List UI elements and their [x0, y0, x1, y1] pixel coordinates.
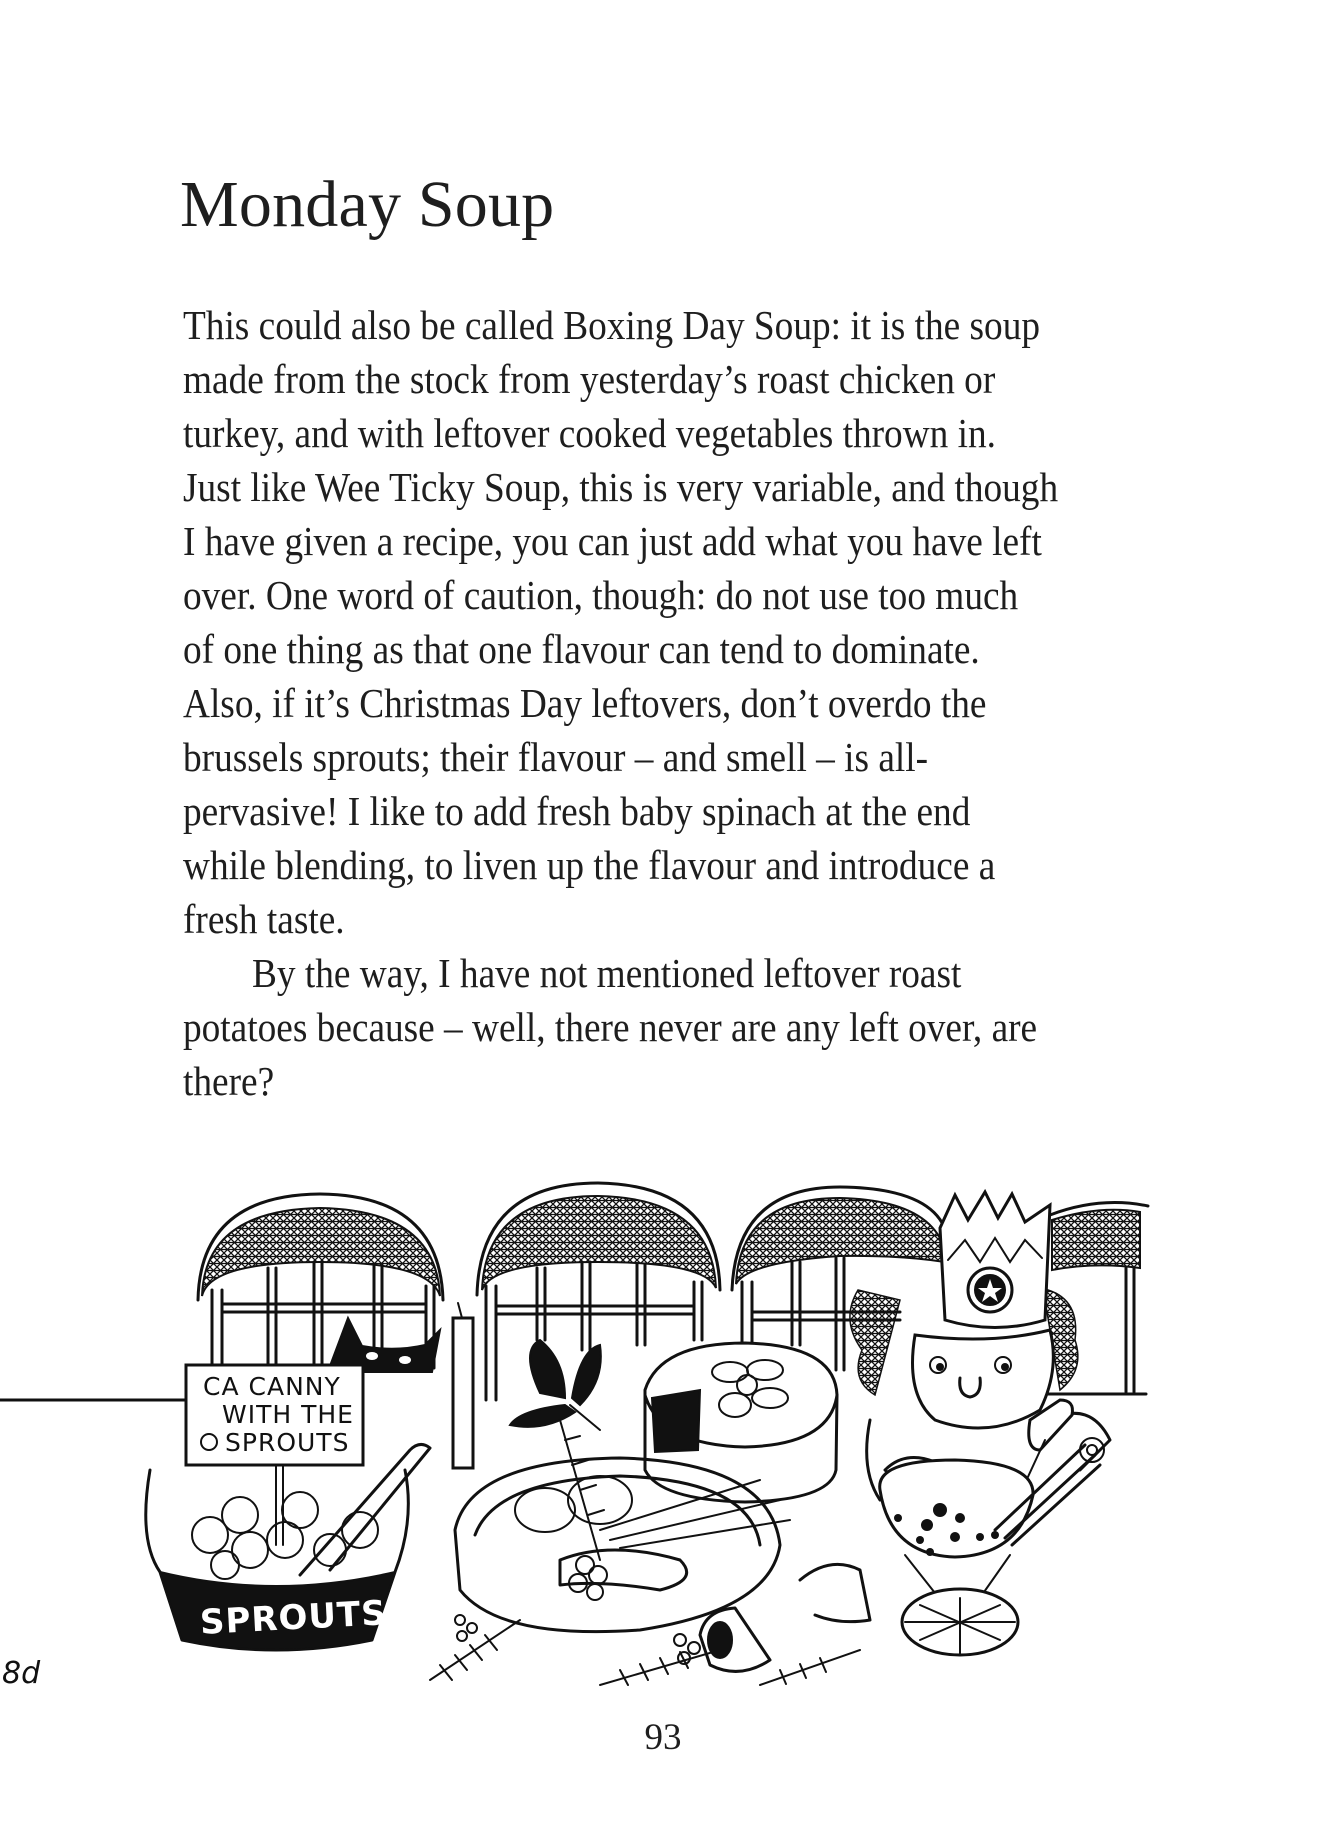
- body-line: brussels sprouts; their flavour – and smell – is all-: [183, 734, 929, 780]
- bowl-label: SPROUTS: [199, 1593, 388, 1643]
- window-left: [198, 1194, 443, 1368]
- body-line: I have given a recipe, you can just add what you have left: [183, 518, 1042, 564]
- body-line: pervasive! I like to add fresh baby spinach at the end: [183, 788, 971, 834]
- body-line: there?: [183, 1058, 275, 1104]
- vegetable-platter: [455, 1458, 790, 1632]
- body-line: Also, if it’s Christmas Day leftovers, don’t overdo the: [183, 680, 987, 726]
- cake: [645, 1343, 837, 1502]
- sign-line-1: CA CANNY: [203, 1372, 341, 1401]
- body-line: Just like Wee Ticky Soup, this is very variable, and though: [183, 464, 1059, 510]
- body-line: of one thing as that one flavour can tend to dominate.: [183, 626, 980, 672]
- sign-line-2: WITH THE: [222, 1400, 354, 1429]
- artist-signature: 8d: [2, 1656, 41, 1691]
- page-title: Monday Soup: [180, 168, 555, 241]
- sign-line-3: SPROUTS: [225, 1428, 350, 1457]
- body-line: fresh taste.: [183, 896, 345, 942]
- holly-leaves: [510, 1340, 601, 1430]
- festive-table-illustration: [0, 1170, 1326, 1700]
- body-line: while blending, to liven up the flavour and introduce a: [183, 842, 996, 888]
- sprouts-bowl: [146, 1444, 430, 1650]
- body-line: made from the stock from yesterday’s roast chicken or: [183, 356, 996, 402]
- body-line: turkey, and with leftover cooked vegetables thrown in.: [183, 410, 996, 456]
- dessert-glass: [880, 1438, 1104, 1655]
- body-line: potatoes because – well, there never are any left over, are: [183, 1004, 1038, 1050]
- body-line: This could also be called Boxing Day Soup: it is the soup: [183, 302, 1041, 348]
- page-number: 93: [644, 1717, 682, 1758]
- broccoli: [569, 1556, 607, 1600]
- body-line: over. One word of caution, though: do not use too much: [183, 572, 1019, 618]
- candle: [453, 1303, 473, 1468]
- body-line-indented: By the way, I have not mentioned leftover roast: [252, 950, 962, 996]
